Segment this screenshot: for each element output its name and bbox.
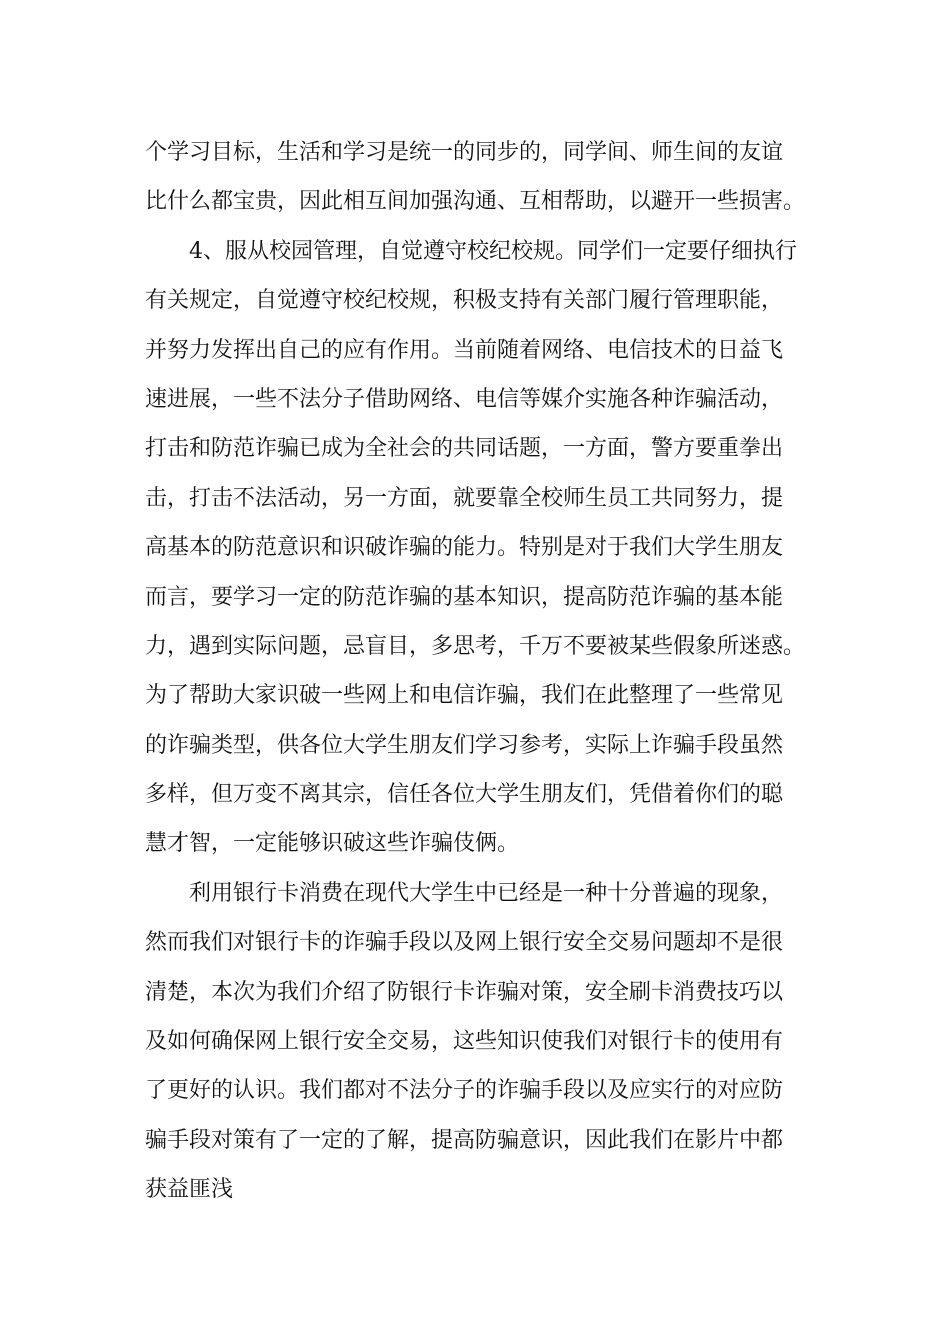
text-line: 4、服从校园管理，自觉遵守校纪校规。同学们一定要仔细执行 <box>189 238 797 264</box>
text-line: 个学习目标，生活和学习是统一的同步的，同学间、师生间的友谊 <box>145 140 784 165</box>
text-line: 多样，但万变不离其宗，信任各位大学生朋友们，凭借着你们的聪 <box>145 782 784 808</box>
text-line: 慧才智，一定能够识破这些诈骗伎俩。 <box>145 831 520 857</box>
text-line: 高基本的防范意识和识破诈骗的能力。特别是对于我们大学生朋友 <box>145 535 784 561</box>
text-line: 并努力发挥出自己的应有作用。当前随着网络、电信技术的日益飞 <box>145 337 784 363</box>
text-line: 比什么都宝贵，因此相互间加强沟通、互相帮助，以避开一些损害。 <box>145 189 806 215</box>
text-line: 清楚，本次为我们介绍了防银行卡诈骗对策，安全刷卡消费技巧以 <box>145 979 784 1005</box>
text-line: 击，打击不法活动，另一方面，就要靠全校师生员工共同努力，提 <box>145 485 784 511</box>
text-line: 的诈骗类型，供各位大学生朋友们学习参考，实际上诈骗手段虽然 <box>145 732 784 758</box>
text-line: 利用银行卡消费在现代大学生中已经是一种十分普遍的现象， <box>189 880 784 906</box>
text-line: 打击和防范诈骗已成为全社会的共同话题，一方面，警方要重拳出 <box>145 436 784 462</box>
text-line: 骗手段对策有了一定的了解，提高防骗意识，因此我们在影片中都 <box>145 1127 784 1153</box>
text-line: 而言，要学习一定的防范诈骗的基本知识，提高防范诈骗的基本能 <box>145 584 784 610</box>
text-line: 获益匪浅 <box>145 1177 234 1203</box>
text-line: 及如何确保网上银行安全交易，这些知识使我们对银行卡的使用有 <box>145 1029 784 1055</box>
text-line: 速进展，一些不法分子借助网络、电信等媒介实施各种诈骗活动， <box>145 386 784 412</box>
text-line: 有关规定，自觉遵守校纪校规，积极支持有关部门履行管理职能， <box>145 288 784 314</box>
text-line: 力，遇到实际问题，忌盲目，多思考，千万不要被某些假象所迷惑。 <box>145 633 806 659</box>
body-text <box>145 128 845 1215</box>
text-line: 然而我们对银行卡的诈骗手段以及网上银行安全交易问题却不是很 <box>145 930 784 956</box>
text-line: 为了帮助大家识破一些网上和电信诈骗，我们在此整理了一些常见 <box>145 683 784 709</box>
text-line: 了更好的认识。我们都对不法分子的诈骗手段以及应实行的对应防 <box>145 1078 784 1104</box>
